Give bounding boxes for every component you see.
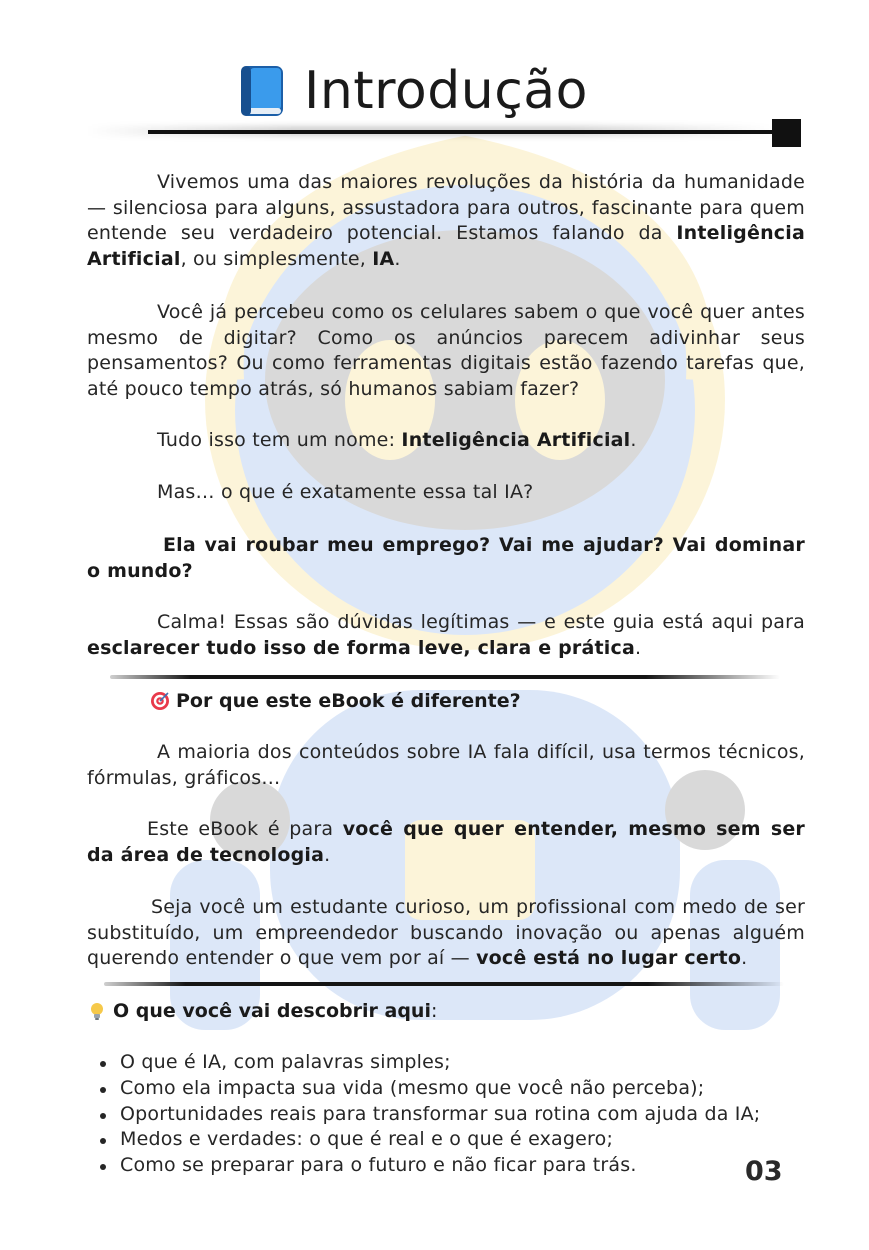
page-number: 03 — [745, 1156, 783, 1187]
section-divider-1 — [110, 675, 780, 679]
intro-paragraph-2: Você já percebeu como os celulares sabem o que você quer antes mesmo de digitar? Como os anúncios parecem adivinhar seus pensamentos? Ou como ferramentas digitais estão fazendo tarefas que, até pouco tempo atrás, só humanos sabiam fazer? — [87, 301, 805, 400]
intro-paragraph-1: Vivemos uma das maiores revoluções da história da humanidade — silenciosa para alguns, assustadora para outros, fascinante para quem entende seu verdadeiro potencial. Estamos falando da Inteligência Artificial, ou simplesmente, IA. — [87, 171, 805, 270]
discover-heading: O que você vai descobrir aqui: — [87, 998, 437, 1024]
why-paragraph-1: A maioria dos conteúdos sobre IA fala difícil, usa termos técnicos, fórmulas, gráficos… — [87, 741, 805, 789]
why-paragraph-3: Seja você um estudante curioso, um profissional com medo de ser substituído, um empreendedor buscando inovação ou apenas alguém querendo entender o que vem por aí — você está no lugar certo. — [87, 896, 805, 970]
blue-book-icon — [238, 64, 288, 118]
list-item: Como ela impacta sua vida (mesmo que você não perceba); — [98, 1076, 760, 1102]
title-divider-square — [772, 119, 801, 147]
intro-paragraph-6: Calma! Essas são dúvidas legítimas — e este guia está aqui para esclarecer tudo isso de forma leve, clara e prática. — [87, 611, 805, 659]
list-item: O que é IA, com palavras simples; — [98, 1050, 760, 1076]
intro-paragraph-5: Ela vai roubar meu emprego? Vai me ajudar? Vai dominar o mundo? — [87, 534, 805, 582]
lightbulb-icon — [87, 1001, 107, 1021]
why-paragraph-2: Este eBook é para você que quer entender, mesmo sem ser da área de tecnologia. — [87, 818, 806, 866]
page-title: Introdução — [304, 61, 588, 121]
list-item: Como se preparar para o futuro e não ficar para trás. — [98, 1153, 760, 1179]
target-icon — [150, 691, 170, 711]
intro-paragraph-3: Tudo isso tem um nome: Inteligência Artificial. — [157, 429, 637, 451]
intro-paragraph-4: Mas… o que é exatamente essa tal IA? — [157, 481, 534, 503]
section-divider-2 — [104, 982, 784, 986]
list-item: Medos e verdades: o que é real e o que é exagero; — [98, 1127, 760, 1153]
title-divider — [148, 130, 778, 134]
page-header — [0, 58, 869, 128]
discover-list — [98, 1050, 760, 1179]
why-heading: Por que este eBook é diferente? — [150, 688, 521, 714]
list-item: Oportunidades reais para transformar sua rotina com ajuda da IA; — [98, 1102, 760, 1128]
